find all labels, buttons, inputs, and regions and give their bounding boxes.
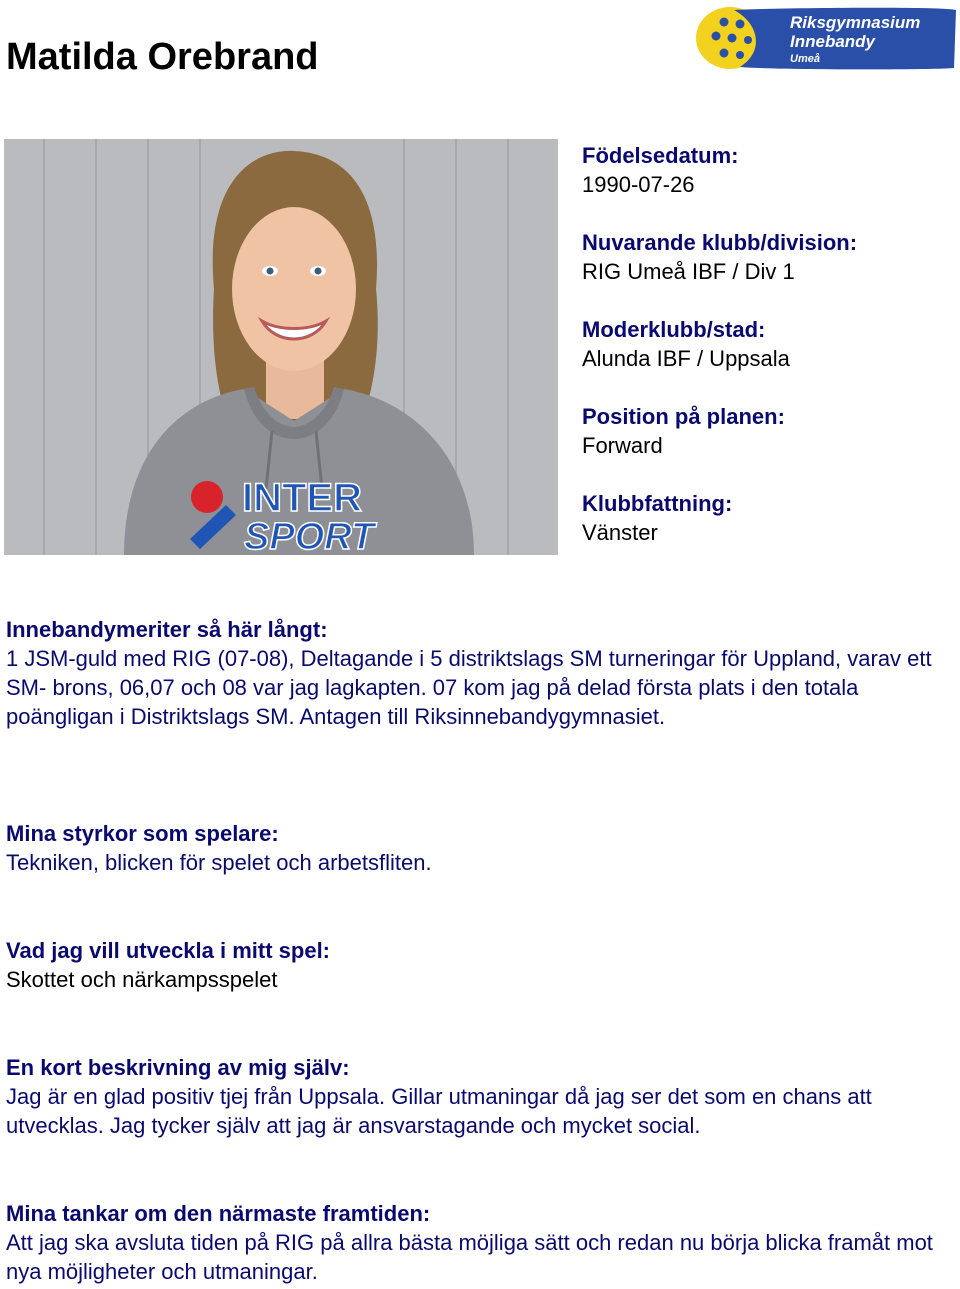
section-future-text: Att jag ska avsluta tiden på RIG på allra bästa möjliga sätt och redan nu börja blicka framåt mot nya möjligheter och utmaningar. — [6, 1230, 933, 1284]
school-logo — [694, 4, 958, 72]
info-label: Moderklubb/stad: — [582, 317, 766, 342]
section-merits-text: 1 JSM-guld med RIG (07-08), Deltagande i 5 distriktslags SM turneringar för Uppland, varav ett SM- brons, 06,07 och 08 var jag lagkapten. 07 kom jag på delad första plats i den totala poängligan i Distriktslags SM. Antagen till Riksinnebandygymnasiet. — [6, 646, 932, 729]
info-value: Forward — [582, 433, 663, 458]
section-description-text: Jag är en glad positiv tjej från Uppsala. Gillar utmaningar då jag ser det som en chans att utvecklas. Jag tycker själv att jag är ansvarstagande och mycket social. — [6, 1084, 872, 1138]
logo-text-line1: Riksgymnasium — [790, 13, 921, 32]
info-grip — [582, 489, 952, 547]
iris-left — [267, 268, 274, 275]
section-develop — [6, 936, 954, 994]
section-future-label: Mina tankar om den närmaste framtiden: — [6, 1201, 431, 1226]
info-label: Klubbfattning: — [582, 491, 733, 516]
info-position — [582, 402, 952, 460]
intersport-text-bottom: SPORT — [244, 516, 375, 555]
floorball-hole — [720, 49, 729, 58]
section-merits — [6, 615, 954, 731]
floorball-hole — [736, 20, 745, 29]
section-strengths — [6, 819, 954, 877]
section-develop-label: Vad jag vill utveckla i mitt spel: — [6, 938, 331, 963]
info-value: Alunda IBF / Uppsala — [582, 346, 790, 371]
section-description-label: En kort beskrivning av mig själv: — [6, 1055, 350, 1080]
intersport-text-top: INTER — [242, 476, 362, 520]
player-photo — [4, 139, 558, 555]
info-value: 1990-07-26 — [582, 172, 695, 197]
info-home-club — [582, 315, 952, 373]
info-label: Födelsedatum: — [582, 143, 739, 168]
floorball-hole — [712, 32, 721, 41]
section-description — [6, 1053, 954, 1140]
section-future — [6, 1199, 954, 1286]
section-develop-text: Skottet och närkampsspelet — [6, 967, 278, 992]
info-current-club — [582, 228, 952, 286]
floorball-hole — [744, 36, 752, 44]
player-info — [582, 141, 952, 576]
info-value: RIG Umeå IBF / Div 1 — [582, 259, 795, 284]
player-name: Matilda Orebrand — [6, 36, 319, 78]
face — [232, 207, 356, 371]
floorball-hole — [736, 51, 744, 59]
photo-illustration — [4, 139, 558, 555]
logo-text-line3: Umeå — [790, 53, 820, 65]
section-merits-label: Innebandymeriter så här långt: — [6, 617, 328, 642]
iris-right — [315, 268, 322, 275]
info-label: Position på planen: — [582, 404, 785, 429]
info-birthdate — [582, 141, 952, 199]
section-strengths-label: Mina styrkor som spelare: — [6, 821, 279, 846]
intersport-dot — [191, 481, 223, 513]
info-label: Nuvarande klubb/division: — [582, 230, 858, 255]
logo-text-line2: Innebandy — [790, 32, 876, 51]
floorball-hole — [720, 18, 729, 27]
section-strengths-text: Tekniken, blicken för spelet och arbetsfliten. — [6, 850, 432, 875]
info-value: Vänster — [582, 520, 658, 545]
floorball-hole — [728, 34, 737, 43]
